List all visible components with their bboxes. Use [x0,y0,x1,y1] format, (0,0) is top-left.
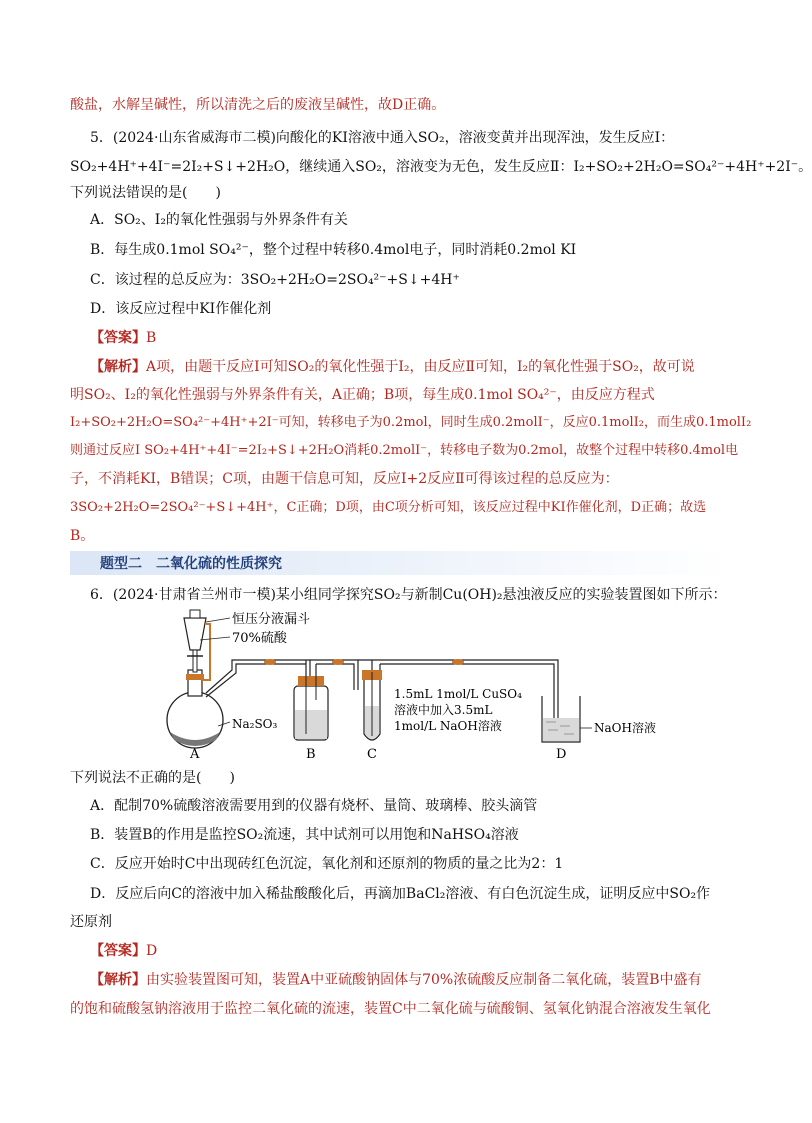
q5-analysis-line1 [90,357,750,377]
q6-analysis-line2: 的饱和硫酸氢钠溶液用于监控二氧化硫的流速，装置C中二氧化硫与硫酸铜、氢氧化钠混合溶液发生氧化 [70,1001,711,1017]
q5-option-a: A．SO₂、I₂的氧化性强弱与外界条件有关 [90,212,348,228]
q6-answer-label: 【答案】 [90,943,146,959]
beaker-d [542,696,580,742]
q6-option-d-line2: 还原剂 [70,914,112,930]
q5-analysis-line2: 明SO₂、I₂的氧化性强弱与外界条件有关，A正确；B项，每生成0.1mol SO₄²⁻，由反应方程式 [70,387,655,403]
label-c-line1: 1.5mL 1mol/L CuSO₄ [394,687,522,701]
q5-analysis-label: 【解析】 [90,359,146,375]
q5-analysis-text: A项，由题干反应Ⅰ可知SO₂的氧化性强于I₂，由反应Ⅱ可知，I₂的氧化性强于SO₂，故可说 [146,359,695,375]
q5-option-b: B．每生成0.1mol SO₄²⁻，整个过程中转移0.4mol电子，同时消耗0.2mol KI [90,242,577,258]
tag-d: D [556,747,567,762]
q6-stem-line1: 6．(2024·甘肃省兰州市一模)某小组同学探究SO₂与新制Cu(OH)₂悬浊液反应的实验装置图如下所示： [90,587,727,603]
q6-analysis-label: 【解析】 [90,972,146,988]
q5-answer [90,328,750,348]
q5-stem-line2: SO₂+4H⁺+4I⁻=2I₂+S↓+2H₂O，继续通入SO₂，溶液变为无色，发生反应Ⅱ：I₂+SO₂+2H₂O=SO₄²⁻+4H⁺+2I⁻。 [70,159,812,175]
q5-analysis-line7: B。 [70,528,95,544]
intro-line: 酸盐，水解呈碱性，所以清洗之后的废液呈碱性，故D正确。 [70,97,446,113]
q6-analysis-text: 由实验装置图可知，装置A中亚硫酸钠固体与70%浓硫酸反应制备二氧化硫，装置B中盛有 [146,972,702,988]
apparatus-figure [160,610,656,762]
q5-answer-value: B [146,330,157,346]
tag-c: C [367,747,377,762]
label-funnel: 恒压分液漏斗 [232,612,311,627]
q5-analysis-line5: 子，不消耗KI，B错误；C项，由题干信息可知，反应Ⅰ+2反应Ⅱ可得该过程的总反应为： [70,471,619,487]
tag-b: B [306,747,316,762]
q5-stem-line3: 下列说法错误的是( ) [70,185,221,201]
q6-option-c: C．反应开始时C中出现砖红色沉淀，氧化剂和还原剂的物质的量之比为2：1 [90,856,564,872]
label-na2so3: Na₂SO₃ [232,717,278,731]
test-tube-c [362,670,382,740]
q5-option-d: D．该反应过程中KI作催化剂 [90,301,272,317]
q5-analysis-line4: 则通过反应Ⅰ SO₂+4H⁺+4I⁻=2I₂+S↓+2H₂O消耗0.2molI⁻，转移电子数为0.2mol，故整个过程中转移0.4mol电 [70,443,739,458]
q5-stem-line1: 5．(2024·山东省威海市二模)向酸化的KI溶液中通入SO₂，溶液变黄并出现浑浊，发生反应Ⅰ： [90,130,675,146]
section-title: 题型二 二氧化硫的性质探究 [100,556,282,572]
q5-analysis-line3: I₂+SO₂+2H₂O=SO₄²⁻+4H⁺+2I⁻可知，转移电子为0.2mol，同时生成0.2molI⁻，反应0.1molI₂，而生成0.1molI₂ [70,415,752,430]
label-acid: 70%硫酸 [232,631,287,646]
section-banner [70,551,730,575]
q6-answer [90,941,750,961]
bottle-b [294,676,328,740]
q6-analysis-line1 [90,970,750,990]
label-c-line3: 1mol/L NaOH溶液 [394,719,502,733]
q5-analysis-line6: 3SO₂+2H₂O=2SO₄²⁻+S↓+4H⁺，C正确；D项，由C项分析可知，该反应过程中KI作催化剂，D正确；故选 [70,500,707,515]
flask-a [167,610,223,748]
q6-option-d-line1: D．反应后向C的溶液中加入稀盐酸酸化后，再滴加BaCl₂溶液、有白色沉淀生成，证明反应中SO₂作 [90,886,711,902]
tag-a: A [190,747,200,762]
q5-answer-label: 【答案】 [90,330,146,346]
label-d: NaOH溶液 [594,721,656,735]
label-c-line2: 溶液中加入3.5mL [394,703,493,717]
q5-option-c: C．该过程的总反应为：3SO₂+2H₂O=2SO₄²⁻+S↓+4H⁺ [90,272,460,288]
q6-option-a: A．配制70%硫酸溶液需要用到的仪器有烧杯、量筒、玻璃棒、胶头滴管 [90,798,538,814]
q6-option-b: B．装置B的作用是监控SO₂流速，其中试剂可以用饱和NaHSO₄溶液 [90,827,519,843]
q6-answer-value: D [146,943,158,959]
q6-stem-line2: 下列说法不正确的是( ) [70,770,235,786]
